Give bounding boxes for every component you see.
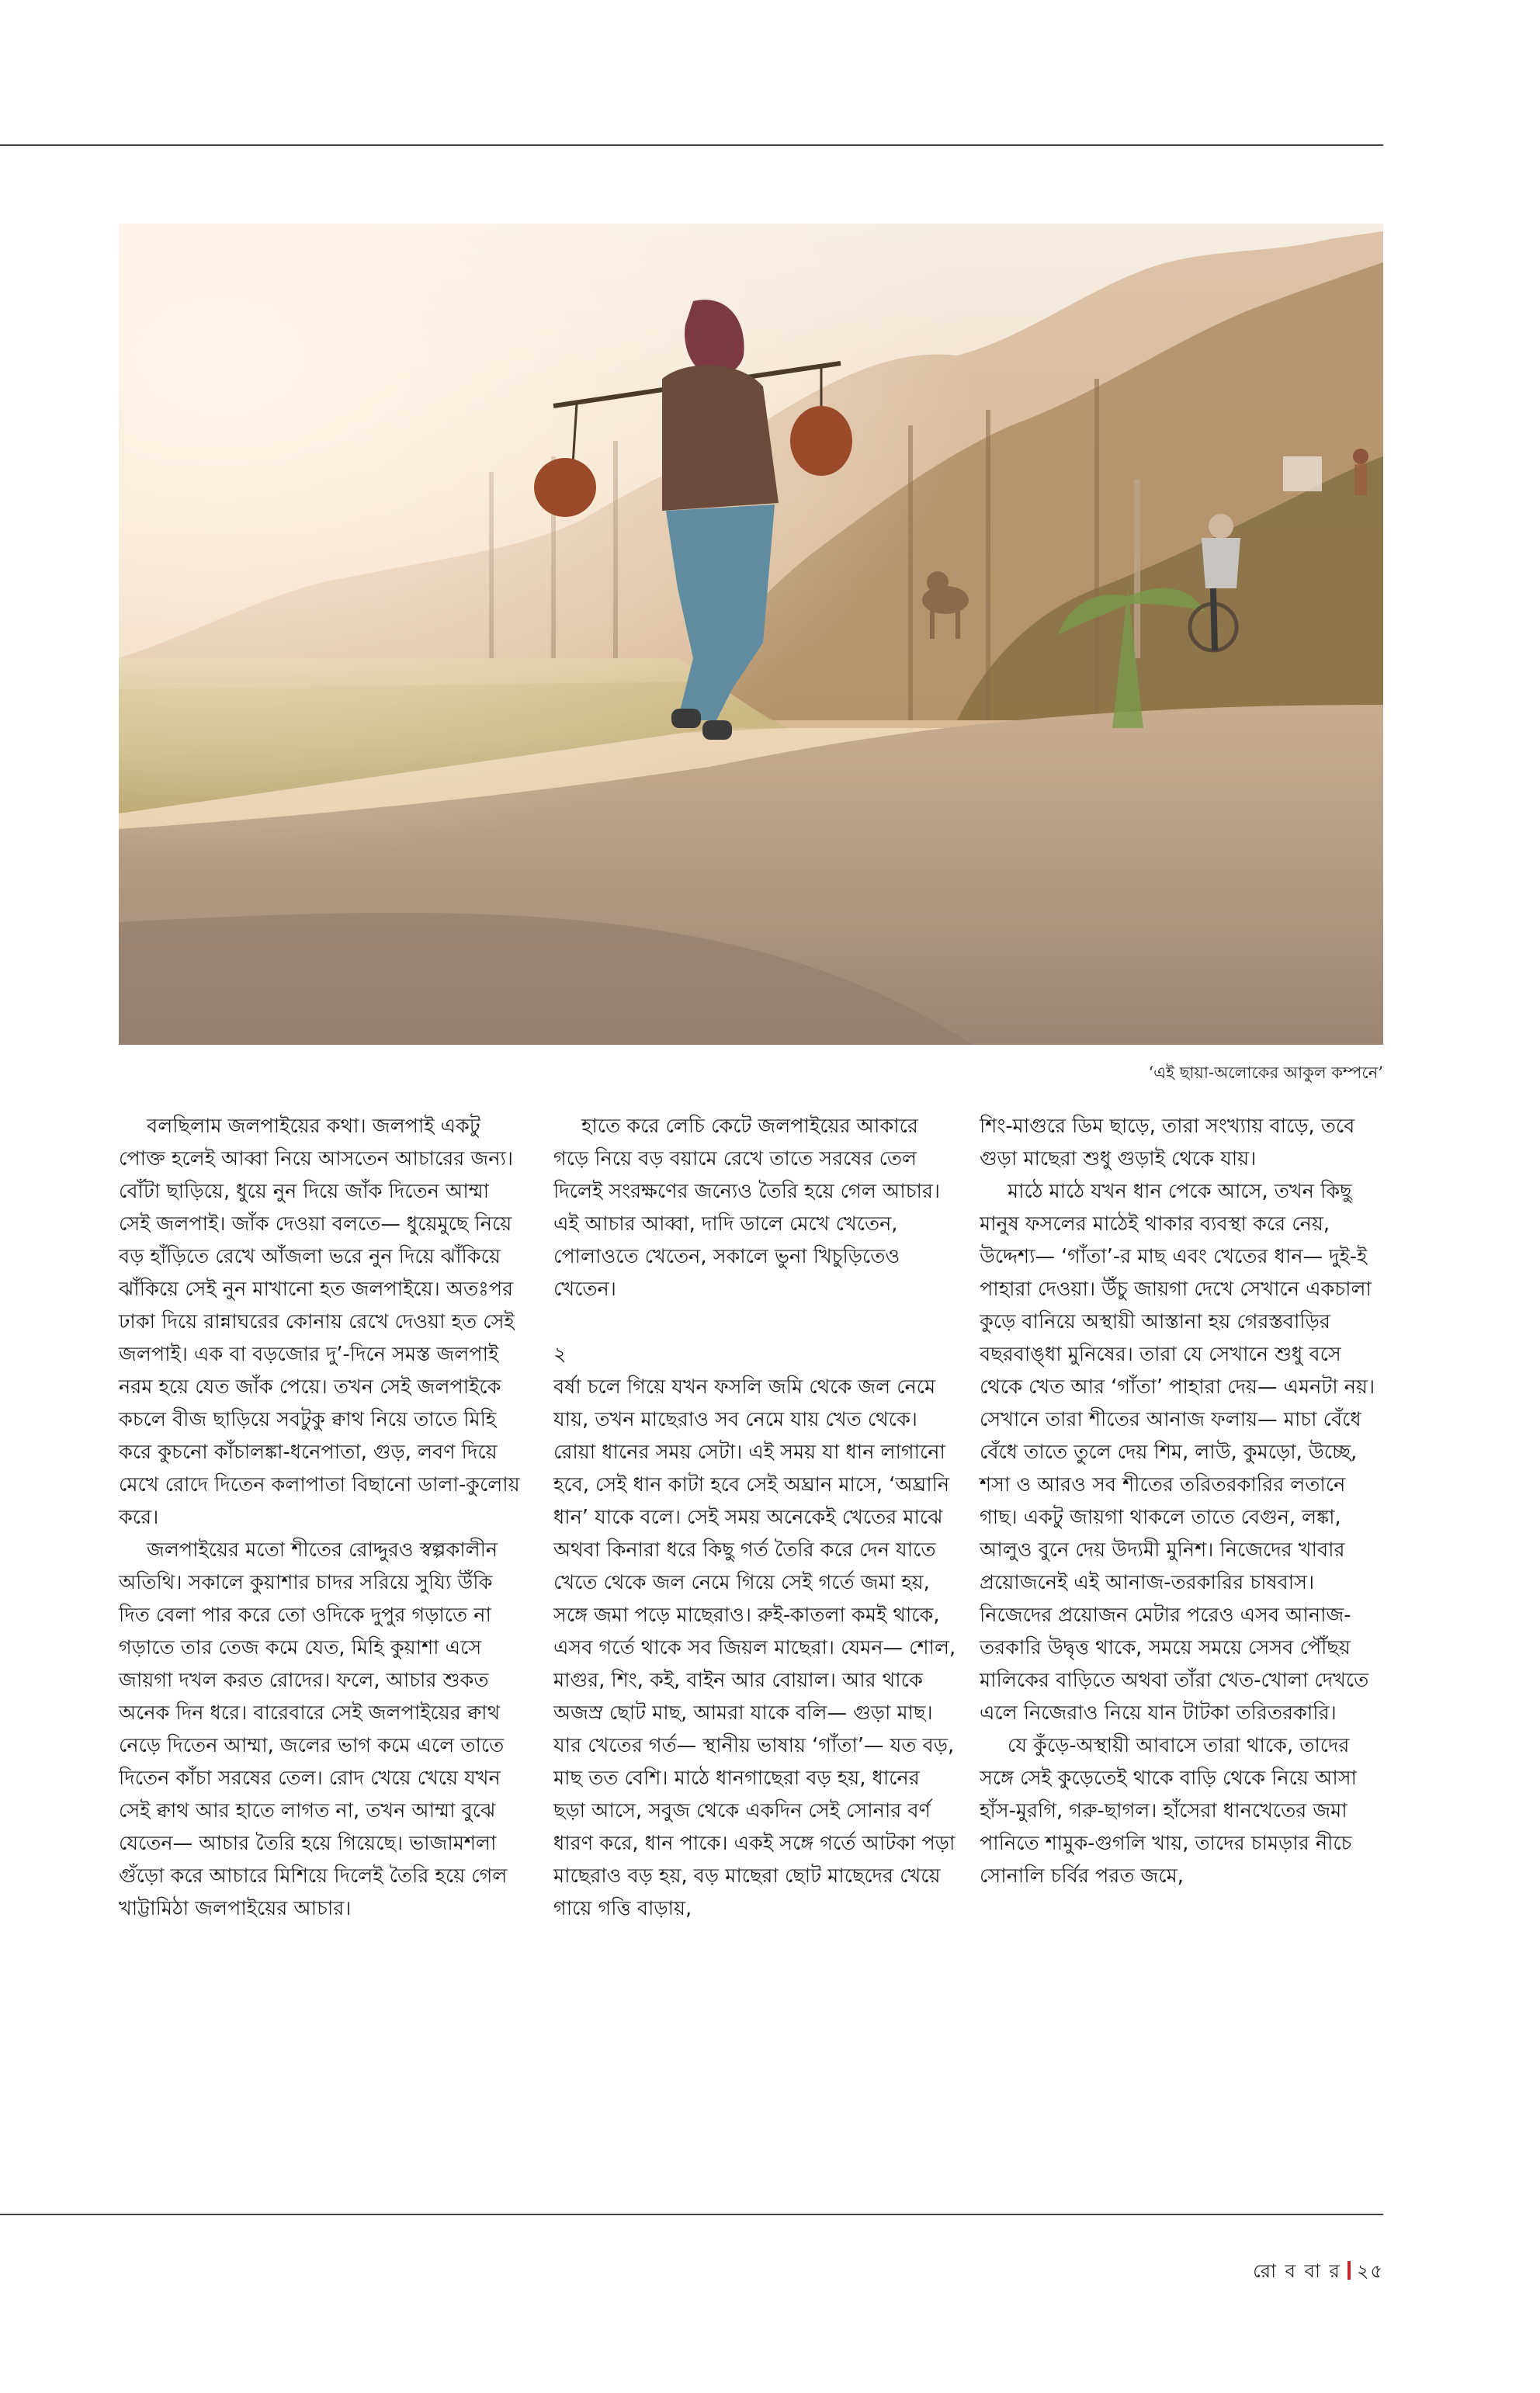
bottom-rule (0, 2214, 1383, 2215)
paragraph: যে কুঁড়ে-অস্থায়ী আবাসে তারা থাকে, তাদের সঙ্গে সেই কুড়েতেই থাকে বাড়ি থেকে নিয়ে আসা হাঁস-মুরগি, গরু-ছাগল। হাঁসেরা ধানখেতের জমা পানিতে শামুক-গুগলি খায়, তাদের চামড়ার নীচে সোনালি চর্বির পরত জমে, (980, 1734, 1357, 1888)
paragraph: হাতে করে লেচি কেটে জলপাইয়ের আকারে গড়ে নিয়ে বড় বয়ামে রেখে তাতে সরষের তেল দিলেই সংরক্ষণের জন্যেও তৈরি হয়ে গেল আচার। এই আচার আব্বা, দাদি ডালে মেখে খেতেন, পোলাওতে খেতেন, সকালে ভুনা খিচুড়িতেও খেতেন। (553, 1115, 941, 1301)
magazine-name: রো ব বা র (1253, 2260, 1341, 2282)
folio-divider (1348, 2261, 1351, 2280)
paragraph: মাঠে মাঠে যখন ধান পেকে আসে, তখন কিছু মানুষ ফসলের মাঠেই থাকার ব্যবস্থা করে নেয়, উদ্দেশ্য— ‘গাঁতা’-র মাছ এবং খেতের ধান— দুই-ই পাহারা দেওয়া। উঁচু জায়গা দেখে সেখানে একচালা কুড়ে বানিয়ে অস্থায়ী আস্তানা হয় গেরস্তবাড়ির বছরবাঙ্ধা মুনিষের। তারা যে সেখানে শুধু বসে থেকে খেত আর ‘গাঁতা’ পাহারা দেয়— এমনটা নয়। সেখানে তারা শীতের আনাজ ফলায়— মাচা বেঁধে বেঁধে তাতে তুলে দেয় শিম, লাউ, কুমড়ো, উচ্ছে, শসা ও আরও সব শীতের তরিতরকারির লতানে গাছ। একটু জায়গা থাকলে তাতে বেগুন, লঙ্কা, আলুও বুনে দেয় উদ্যমী মুনিশ। নিজেদের খাবার প্রয়োজনেই এই আনাজ-তরকারির চাষবাস। নিজেদের প্রয়োজন মেটার পরেও এসব আনাজ-তরকারি উদ্বৃত্ত থাকে, সময়ে সময়ে সেসব পৌঁছয় মালিকের বাড়িতে অথবা তাঁরা খেত-খোলা দেখতে এলে নিজেরাও নিয়ে যান টাটকা তরিতরকারি। (980, 1180, 1375, 1725)
article-column-2 (553, 1110, 957, 1925)
section-number: ২ (553, 1343, 567, 1366)
paragraph: বলছিলাম জলপাইয়ের কথা। জলপাই একটু পোক্ত হলেই আব্বা নিয়ে আসতেন আচারের জন্য। বোঁটা ছাড়িয়ে, ধুয়ে নুন দিয়ে জাঁক দিতেন আম্মা সেই জলপাই। জাঁক দেওয়া বলতে— ধুয়েমুছে নিয়ে বড় হাঁড়িতে রেখে আঁজলা ভরে নুন দিয়ে ঝাঁকিয়ে ঝাঁকিয়ে সেই নুন মাখানো হত জলপাইয়ে। অতঃপর ঢাকা দিয়ে রান্নাঘরের কোনায় রেখে দেওয়া হত সেই জলপাই। এক বা বড়জোর দু’-দিনে সমস্ত জলপাই নরম হয়ে যেত জাঁক পেয়ে। তখন সেই জলপাইকে কচলে বীজ ছাড়িয়ে সবটুকু ক্বাথ নিয়ে তাতে মিহি করে কুচনো কাঁচালঙ্কা-ধনেপাতা, গুড়, লবণ দিয়ে মেখে রোদে দিতেন কলাপাতা বিছানো ডালা-কুলোয় করে। (119, 1115, 520, 1529)
paragraph: বর্ষা চলে গিয়ে যখন ফসলি জমি থেকে জল নেমে যায়, তখন মাছেরাও সব নেমে যায় খেত থেকে। রোয়া ধানের সময় সেটা। এই সময় যা ধান লাগানো হবে, সেই ধান কাটা হবে সেই অঘ্রান মাসে, ‘অঘ্রানি ধান’ যাকে বলে। সেই সময় অনেকেই খেতের মাঝে অথবা কিনারা ধরে কিছু গর্ত তৈরি করে দেন যাতে খেতে থেকে জল নেমে গিয়ে সেই গর্তে জমা হয়, সঙ্গে জমা পড়ে মাছেরাও। রুই-কাতলা কমই থাকে, এসব গর্তে থাকে সব জিয়ল মাছেরা। যেমন— শোল, মাগুর, শিং, কই, বাইন আর বোয়াল। আর থাকে অজস্র ছোট মাছ, আমরা যাকে বলি— গুড়া মাছ। যার খেতের গর্ত— স্থানীয় ভাষায় ‘গাঁতা’— যত বড়, মাছ তত বেশি। মাঠে ধানগাছেরা বড় হয়, ধানের ছড়া আসে, সবুজ থেকে একদিন সেই সোনার বর্ণ ধারণ করে, ধান পাকে। একই সঙ্গে গর্তে আটকা পড়া মাছেরাও বড় হয়, বড় মাছেরা ছোট মাছেদের খেয়ে গায়ে গত্তি বাড়ায়, (553, 1375, 956, 1920)
photo-caption: ‘এই ছায়া-অলোকের আকুল কম্পনে’ (1148, 1063, 1383, 1082)
feature-photo (119, 224, 1383, 1045)
top-rule (0, 144, 1383, 146)
page-folio (1253, 2257, 1384, 2288)
paragraph: শিং-মাগুরে ডিম ছাড়ে, তারা সংখ্যায় বাড়ে, তবে গুড়া মাছেরা শুধু গুড়াই থেকে যায়। (980, 1115, 1355, 1170)
article-column-1 (119, 1110, 522, 1925)
article-column-3 (980, 1110, 1383, 1892)
misty-village-road-photo (119, 224, 1383, 1045)
paragraph: জলপাইয়ের মতো শীতের রোদ্দুরও স্বল্পকালীন অতিথি। সকালে কুয়াশার চাদর সরিয়ে সুয্যি উঁকি দিত বেলা পার করে তো ওদিকে দুপুর গড়াতে না গড়াতে তার তেজ কমে যেত, মিহি কুয়াশা এসে জায়গা দখল করত রোদের। ফলে, আচার শুকত অনেক দিন ধরে। বারেবারে সেই জলপাইয়ের ক্বাথ নেড়ে দিতেন আম্মা, জলের ভাগ কমে এলে তাতে দিতেন কাঁচা সরষের তেল। রোদ খেয়ে খেয়ে যখন সেই ক্বাথ আর হাতে লাগত না, তখন আম্মা বুঝে যেতেন— আচার তৈরি হয়ে গিয়েছে। ভাজামশলা গুঁড়ো করে আচারে মিশিয়ে দিলেই তৈরি হয়ে গেল খাট্টামিঠা জলপাইয়ের আচার। (119, 1538, 508, 1920)
page-number: ২৫ (1356, 2260, 1384, 2282)
